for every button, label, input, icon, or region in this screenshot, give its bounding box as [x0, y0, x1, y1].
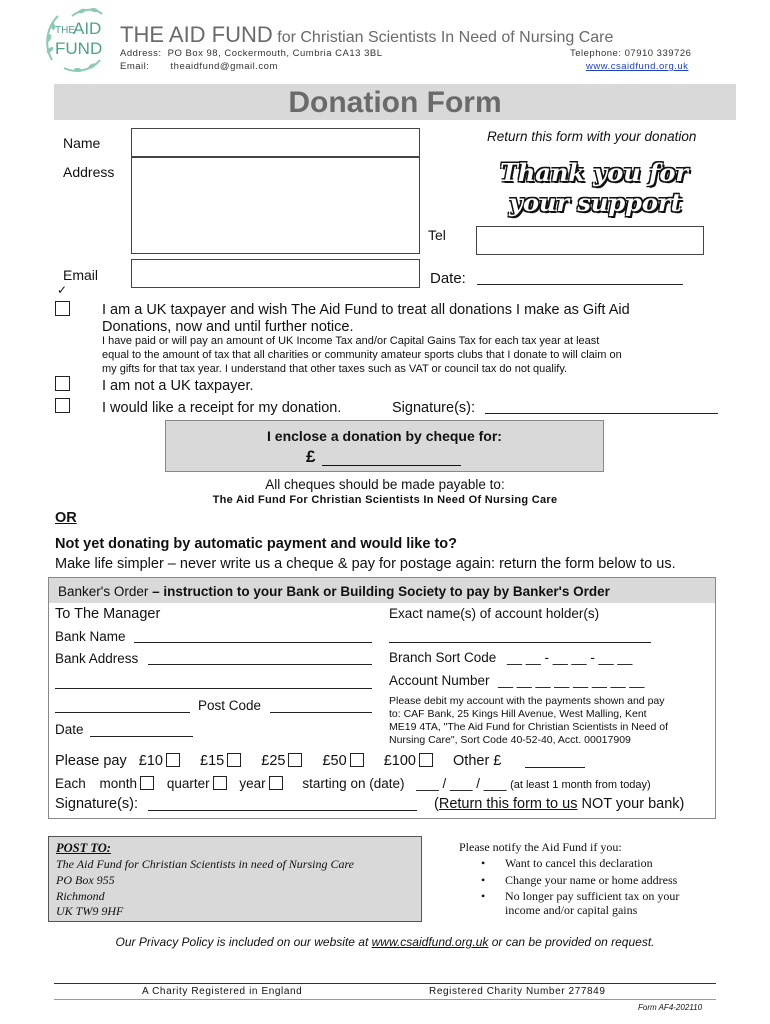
cheque-enclose: I enclose a donation by cheque for:: [267, 428, 502, 444]
logo-fund: FUND: [55, 39, 103, 58]
address-value: PO Box 98, Cockermouth, Cumbria CA13 3BL: [167, 48, 383, 59]
bank-address-label: Bank Address: [55, 651, 139, 666]
pound-sign: £: [306, 447, 316, 466]
privacy-before: Our Privacy Policy is included on our website at: [115, 935, 372, 949]
bank-address-line-1[interactable]: [148, 664, 372, 665]
tel-field[interactable]: [476, 226, 704, 255]
form-code: Form AF4-202110: [638, 1003, 703, 1012]
name-label: Name: [63, 135, 101, 151]
debit-line-4: Nursing Care", Sort Code 40-52-40, Acct. 00017909: [389, 734, 631, 746]
amount-100-label: £100: [383, 753, 416, 769]
footer-left: A Charity Registered in England: [142, 986, 303, 997]
start-date-blanks[interactable]: ___ / ___ / ___: [416, 776, 507, 791]
post-to-heading: POST TO:: [56, 841, 111, 855]
email-field[interactable]: [131, 259, 420, 288]
post-to-line3: Richmond: [56, 889, 105, 903]
amount-50-checkbox[interactable]: [350, 753, 364, 767]
notify-item-3a: No longer pay sufficient tax on your: [505, 889, 680, 903]
return-to-us-note: [434, 796, 684, 812]
or-label: OR: [55, 510, 77, 526]
amount-15-checkbox[interactable]: [227, 753, 241, 767]
name-field[interactable]: [131, 128, 420, 157]
bo-signature-label: Signature(s):: [55, 796, 139, 812]
quarter-label: quarter: [166, 776, 210, 791]
header-email: [120, 61, 278, 72]
amount-15-label: £15: [200, 753, 225, 769]
notify-item-3b: income and/or capital gains: [505, 903, 638, 917]
logo: [42, 6, 112, 74]
amount-100-checkbox[interactable]: [419, 753, 433, 767]
sort-code-label: Branch Sort Code: [389, 650, 497, 665]
bank-address-line-2[interactable]: [55, 688, 372, 689]
post-code-line[interactable]: [270, 712, 372, 713]
date-line[interactable]: [477, 284, 683, 285]
form-title: Donation Form: [288, 86, 502, 119]
notify-item-1: Want to cancel this declaration: [505, 856, 653, 870]
title-sub: for Christian Scientists In Need of Nursing Care: [277, 29, 614, 46]
amount-50-label: £50: [322, 753, 347, 769]
holder-names-line[interactable]: [389, 642, 651, 643]
privacy-link[interactable]: www.csaidfund.org.uk: [371, 935, 489, 949]
year-checkbox[interactable]: [269, 776, 283, 790]
auto-heading: Not yet donating by automatic payment and would like to?: [55, 536, 457, 552]
address-field-label: Address: [63, 164, 115, 180]
thank-you-line1: Thank you for: [500, 158, 689, 187]
logo-aid: AID: [73, 19, 102, 38]
return-link: Return this form to us: [438, 796, 578, 812]
return-open: (: [434, 796, 439, 812]
account-number-blanks[interactable]: __ __ __ __ __ __ __ __: [498, 673, 645, 688]
gift-aid-main-1: I am a UK taxpayer and wish The Aid Fund to treat all donations I make as Gift Aid: [102, 302, 630, 318]
email-field-label: Email: [63, 267, 99, 283]
other-amount-line[interactable]: [525, 767, 585, 768]
title-main: THE AID FUND: [120, 22, 273, 47]
logo-the: THE: [55, 25, 75, 36]
quarter-checkbox[interactable]: [213, 776, 227, 790]
tel-label: Tel: [428, 227, 446, 243]
amount-10-checkbox[interactable]: [166, 753, 180, 767]
header-address: [120, 48, 382, 59]
notify-item-2: Change your name or home address: [505, 873, 678, 887]
payee: The Aid Fund For Christian Scientists In Need Of Nursing Care: [212, 494, 558, 506]
debit-line-2: to: CAF Bank, 25 Kings Hill Avenue, West Malling, Kent: [389, 708, 647, 720]
date-label: Date:: [430, 270, 466, 287]
footer-rule-bottom: [54, 999, 716, 1000]
debit-line-1: Please debit my account with the payments shown and pay: [389, 695, 665, 707]
bank-name-line[interactable]: [134, 642, 372, 643]
header-telephone: Telephone: 07910 339726: [570, 48, 692, 59]
to-manager: To The Manager: [55, 606, 161, 622]
website-link[interactable]: www.csaidfund.org.uk: [586, 61, 689, 72]
email-label: Email:: [120, 61, 150, 72]
tick-mark: ✓: [57, 283, 68, 297]
amount-25-checkbox[interactable]: [288, 753, 302, 767]
signature-line[interactable]: [485, 413, 718, 414]
privacy-after: or can be provided on request.: [488, 935, 655, 949]
frequency-row: [55, 776, 651, 791]
amount-10-label: £10: [138, 753, 163, 769]
bo-date-line[interactable]: [90, 736, 193, 737]
advance-note: (at least 1 month from today): [510, 779, 651, 791]
other-amount-label: Other £: [453, 753, 502, 769]
notify-bullet-1: •: [481, 856, 486, 870]
gift-aid-small-1: I have paid or will pay an amount of UK Income Tax and/or Capital Gains Tax for each tax year at least: [102, 335, 600, 347]
footer-rule: [54, 983, 716, 984]
notify-heading: Please notify the Aid Fund if you:: [459, 840, 622, 854]
account-number-label: Account Number: [389, 673, 490, 688]
gift-aid-checkbox[interactable]: [55, 301, 70, 316]
post-to-line2: PO Box 955: [56, 873, 115, 887]
notify-bullet-2: •: [481, 873, 486, 887]
privacy-note: [0, 935, 770, 949]
signature-label: Signature(s):: [392, 400, 476, 416]
cheque-amount-line[interactable]: [322, 465, 461, 466]
holder-names-label: Exact name(s) of account holder(s): [389, 606, 600, 621]
month-label: month: [99, 776, 138, 791]
not-taxpayer-checkbox[interactable]: [55, 376, 70, 391]
debit-line-3: ME19 4TA, "The Aid Fund for Christian Scientists in Need of: [389, 721, 668, 733]
starting-label: starting on (date): [302, 776, 405, 791]
bank-address-line-3[interactable]: [55, 712, 190, 713]
each-label: Each: [55, 776, 86, 791]
return-tail: NOT your bank): [577, 796, 685, 812]
year-label: year: [239, 776, 266, 791]
bank-name-label: Bank Name: [55, 629, 126, 644]
not-taxpayer-label: I am not a UK taxpayer.: [102, 378, 254, 394]
sort-code-blanks[interactable]: __ __ - __ __ - __ __: [507, 650, 633, 665]
email-value: theaidfund@gmail.com: [170, 61, 278, 72]
band-bold: – instruction to your Bank or Building Society to pay by Banker's Order: [152, 584, 610, 599]
amount-25-label: £25: [261, 753, 286, 769]
bankers-order-heading: [58, 584, 610, 599]
band-prefix: Banker's Order: [58, 584, 153, 599]
return-note: Return this form with your donation: [487, 129, 697, 144]
bo-date-label: Date: [55, 722, 84, 737]
payable-note: All cheques should be made payable to:: [265, 477, 505, 492]
thank-you-line2: your support: [509, 188, 682, 217]
post-code-label: Post Code: [198, 698, 262, 713]
gift-aid-small-2: equal to the amount of tax that all charities or community amateur sports clubs that I donate to will claim on: [102, 349, 622, 361]
address-label: Address:: [120, 48, 162, 59]
gift-aid-small-3: my gifts for that tax year. I understand that other taxes such as VAT or council tax do not qualify.: [102, 363, 568, 375]
please-pay-row: [55, 753, 501, 769]
month-checkbox[interactable]: [140, 776, 154, 790]
auto-simpler: Make life simpler – never write us a cheque & pay for postage again: return the form below to us.: [55, 556, 676, 572]
notify-bullet-3: •: [481, 889, 486, 903]
gift-aid-main-2: Donations, now and until further notice.: [102, 319, 354, 335]
address-field[interactable]: [131, 157, 420, 254]
footer-right: Registered Charity Number 277849: [429, 986, 606, 997]
receipt-checkbox[interactable]: [55, 398, 70, 413]
post-to-line4: UK TW9 9HF: [56, 904, 124, 918]
please-pay-label: Please pay: [55, 753, 127, 769]
header-title: [120, 22, 613, 48]
post-to-line1: The Aid Fund for Christian Scientists in need of Nursing Care: [56, 857, 355, 871]
bo-signature-line[interactable]: [148, 810, 417, 811]
receipt-label: I would like a receipt for my donation.: [102, 400, 342, 416]
